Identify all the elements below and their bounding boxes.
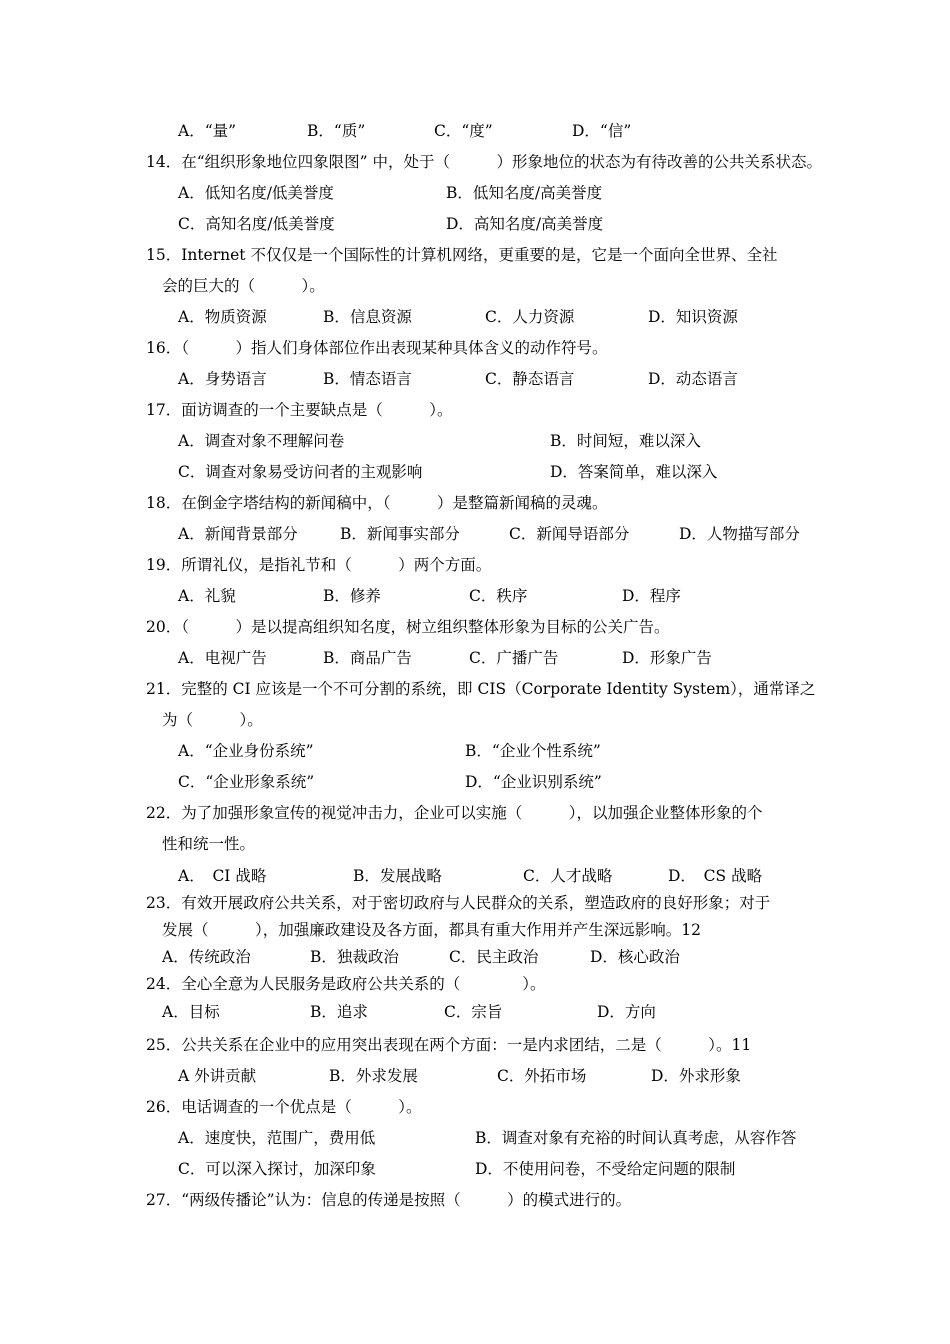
q27-stem: 27．“两级传播论”认为：信息的传递是按照（ ）的模式进行的。	[146, 1191, 632, 1209]
q20-stem: 20．（ ）是以提高组织知名度，树立组织整体形象为目标的公关广告。	[146, 618, 670, 636]
q18-option-b: B．新闻事实部分	[340, 525, 460, 543]
q13-option-a: A．“量”	[178, 122, 237, 140]
q17-option-c: C．调查对象易受访问者的主观影响	[178, 463, 423, 481]
q17-option-b: B．时间短，难以深入	[550, 432, 701, 450]
q24-option-b: B．追求	[310, 1003, 368, 1021]
q21-option-b: B．“企业个性系统”	[465, 742, 601, 760]
q22-option-b: B．发展战略	[353, 867, 442, 885]
q18-option-d: D．人物描写部分	[679, 525, 800, 543]
q19-stem: 19．所谓礼仪，是指礼节和（ ）两个方面。	[146, 556, 492, 574]
q21-stem-line2: 为（ ）。	[162, 711, 263, 729]
q23-option-a: A．传统政治	[162, 948, 251, 966]
q22-option-a: A． CI 战略	[178, 867, 267, 885]
q24-stem: 24．全心全意为人民服务是政府公共关系的（ ）。	[146, 975, 546, 993]
q25-option-c: C．外拓市场	[497, 1067, 587, 1085]
q21-option-c: C．“企业形象系统”	[178, 773, 315, 791]
q14-option-d: D．高知名度/高美誉度	[446, 215, 604, 233]
q14-stem: 14．在“组织形象地位四象限图” 中，处于（ ）形象地位的状态为有待改善的公共关系状态。	[146, 153, 823, 171]
q26-option-c: C．可以深入探讨，加深印象	[178, 1160, 376, 1178]
q20-option-d: D．形象广告	[622, 649, 712, 667]
q23-stem-line2: 发展（ ），加强廉政建设及各方面，都具有重大作用并产生深远影响。12	[162, 921, 701, 939]
q14-option-a: A．低知名度/低美誉度	[178, 184, 334, 202]
q13-option-d: D．“信”	[572, 122, 632, 140]
q25-option-b: B．外求发展	[329, 1067, 418, 1085]
q15-option-b: B．信息资源	[323, 308, 412, 326]
q23-stem-line1: 23．有效开展政府公共关系，对于密切政府与人民群众的关系，塑造政府的良好形象；对于	[146, 894, 771, 912]
q15-option-d: D．知识资源	[648, 308, 738, 326]
q20-option-b: B．商品广告	[323, 649, 412, 667]
q20-option-a: A．电视广告	[178, 649, 267, 667]
q26-option-b: B．调查对象有充裕的时间认真考虑，从容作答	[475, 1129, 797, 1147]
q16-stem: 16．（ ）指人们身体部位作出表现某种具体含义的动作符号。	[146, 339, 608, 357]
q16-option-b: B．情态语言	[323, 370, 412, 388]
q19-option-b: B．修养	[323, 587, 381, 605]
q16-option-c: C．静态语言	[485, 370, 575, 388]
q21-option-a: A．“企业身份系统”	[178, 742, 314, 760]
q13-option-b: B．“质”	[307, 122, 366, 140]
q17-stem: 17．面访调查的一个主要缺点是（ ）。	[146, 401, 453, 419]
q22-option-d: D． CS 战略	[668, 867, 763, 885]
q19-option-d: D．程序	[622, 587, 681, 605]
q15-stem-line2: 会的巨大的（ ）。	[162, 277, 325, 295]
q19-option-a: A．礼貌	[178, 587, 236, 605]
q17-option-d: D．答案简单，难以深入	[550, 463, 718, 481]
q20-option-c: C．广播广告	[469, 649, 559, 667]
q18-option-a: A．新闻背景部分	[178, 525, 298, 543]
q15-stem-line1: 15．Internet 不仅仅是一个国际性的计算机网络，更重要的是，它是一个面向全世界、全社	[146, 246, 778, 264]
q25-option-d: D．外求形象	[651, 1067, 741, 1085]
q18-stem: 18．在倒金字塔结构的新闻稿中，（ ）是整篇新闻稿的灵魂。	[146, 494, 608, 512]
q16-option-d: D．动态语言	[648, 370, 738, 388]
q15-option-a: A．物质资源	[178, 308, 267, 326]
q14-option-b: B．低知名度/高美誉度	[446, 184, 603, 202]
q21-stem-line1: 21．完整的 CI 应该是一个不可分割的系统，即 CIS（Corporate Identity System），通常译之	[146, 680, 816, 698]
q23-option-c: C．民主政治	[449, 948, 539, 966]
q17-option-a: A．调查对象不理解问卷	[178, 432, 345, 450]
q15-option-c: C．人力资源	[485, 308, 575, 326]
q22-option-c: C．人才战略	[523, 867, 613, 885]
q22-stem-line1: 22．为了加强形象宣传的视觉冲击力，企业可以实施（ ），以加强企业整体形象的个	[146, 804, 763, 822]
q24-option-a: A．目标	[162, 1003, 220, 1021]
q23-option-b: B．独裁政治	[310, 948, 399, 966]
q26-option-d: D．不使用问卷，不受给定问题的限制	[475, 1160, 736, 1178]
q25-option-a: A 外讲贡献	[178, 1067, 257, 1085]
q18-option-c: C．新闻导语部分	[509, 525, 630, 543]
q23-option-d: D．核心政治	[590, 948, 680, 966]
q24-option-d: D．方向	[597, 1003, 656, 1021]
q25-stem: 25．公共关系在企业中的应用突出表现在两个方面：一是内求团结，二是（ ）。11	[146, 1036, 752, 1054]
q21-option-d: D．“企业识别系统”	[465, 773, 602, 791]
q22-stem-line2: 性和统一性。	[162, 835, 256, 853]
q26-stem: 26．电话调查的一个优点是（ ）。	[146, 1098, 422, 1116]
q24-option-c: C．宗旨	[444, 1003, 503, 1021]
q19-option-c: C．秩序	[469, 587, 528, 605]
q14-option-c: C．高知名度/低美誉度	[178, 215, 335, 233]
q26-option-a: A．速度快，范围广，费用低	[178, 1129, 376, 1147]
q16-option-a: A．身势语言	[178, 370, 267, 388]
q13-option-c: C．“度”	[434, 122, 493, 140]
